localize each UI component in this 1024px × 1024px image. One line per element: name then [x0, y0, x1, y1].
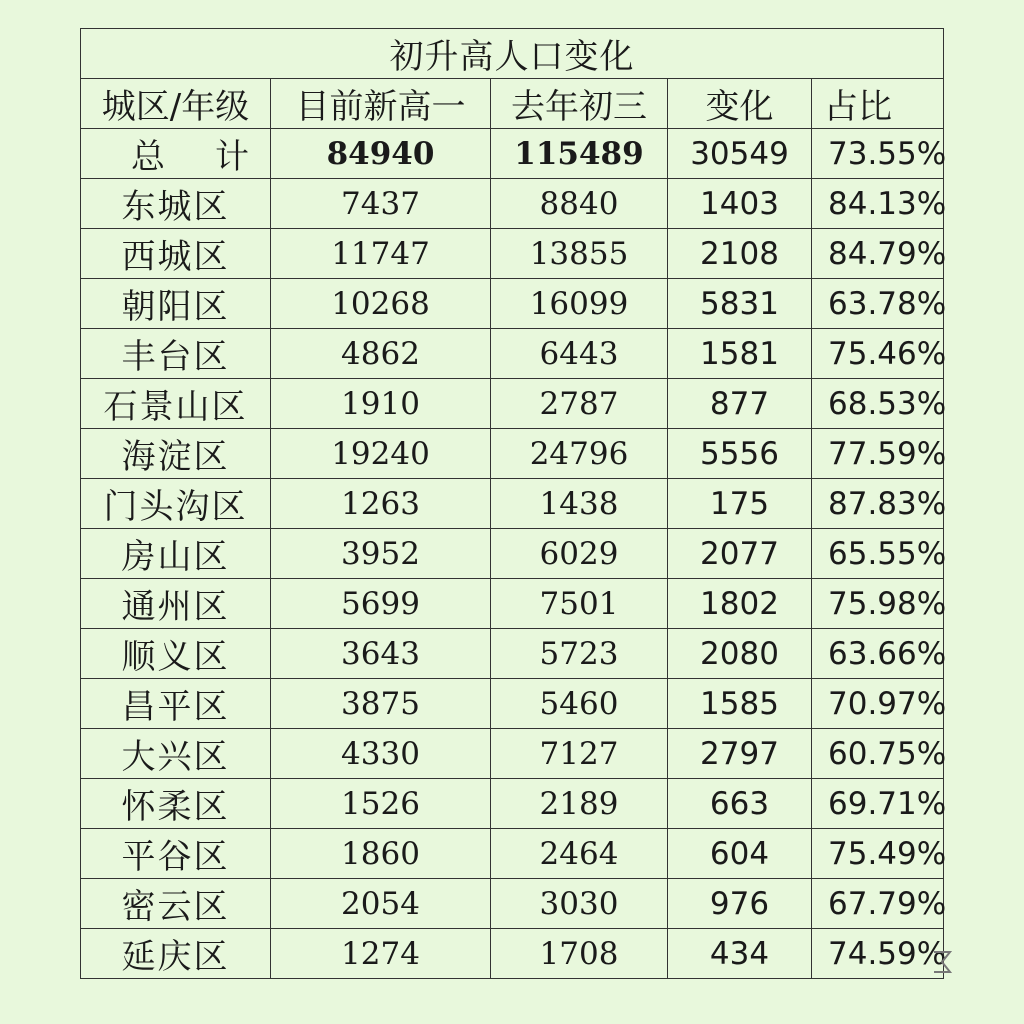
district-cell: 石景山区	[81, 379, 271, 429]
last-year-cell: 2464	[491, 829, 668, 879]
change-cell: 604	[668, 829, 812, 879]
last-year-cell: 5460	[491, 679, 668, 729]
table-title: 初升高人口变化	[81, 29, 944, 79]
population-table-container	[80, 28, 947, 979]
current-cell: 3643	[271, 629, 491, 679]
header-change: 变化	[668, 79, 812, 129]
change-cell: 1585	[668, 679, 812, 729]
last-year-cell: 7501	[491, 579, 668, 629]
table-row	[81, 879, 944, 929]
population-table	[80, 28, 947, 979]
total-last-year: 115489	[491, 129, 668, 179]
change-cell: 5831	[668, 279, 812, 329]
change-cell: 1581	[668, 329, 812, 379]
table-row	[81, 729, 944, 779]
district-cell: 东城区	[81, 179, 271, 229]
district-cell: 房山区	[81, 529, 271, 579]
header-district: 城区/年级	[81, 79, 271, 129]
header-ratio: 占比	[812, 79, 944, 129]
ratio-cell: 68.53%	[812, 379, 944, 429]
header-last-year: 去年初三	[491, 79, 668, 129]
table-row	[81, 829, 944, 879]
table-row	[81, 429, 944, 479]
current-cell: 3875	[271, 679, 491, 729]
current-cell: 7437	[271, 179, 491, 229]
current-cell: 11747	[271, 229, 491, 279]
header-row	[81, 79, 944, 129]
ratio-cell: 63.66%	[812, 629, 944, 679]
table-row	[81, 479, 944, 529]
ratio-cell: 84.13%	[812, 179, 944, 229]
change-cell: 2077	[668, 529, 812, 579]
table-row	[81, 679, 944, 729]
total-current: 84940	[271, 129, 491, 179]
ratio-cell: 75.98%	[812, 579, 944, 629]
table-row	[81, 379, 944, 429]
change-cell: 877	[668, 379, 812, 429]
table-row	[81, 629, 944, 679]
last-year-cell: 5723	[491, 629, 668, 679]
change-cell: 434	[668, 929, 812, 979]
ratio-cell: 74.59%	[812, 929, 944, 979]
change-cell: 1403	[668, 179, 812, 229]
current-cell: 1910	[271, 379, 491, 429]
ratio-cell: 69.71%	[812, 779, 944, 829]
table-row	[81, 529, 944, 579]
table-row	[81, 279, 944, 329]
ratio-cell: 75.49%	[812, 829, 944, 879]
ratio-cell: 63.78%	[812, 279, 944, 329]
table-row	[81, 229, 944, 279]
change-cell: 976	[668, 879, 812, 929]
change-cell: 175	[668, 479, 812, 529]
table-row	[81, 929, 944, 979]
district-cell: 海淀区	[81, 429, 271, 479]
current-cell: 4862	[271, 329, 491, 379]
current-cell: 1526	[271, 779, 491, 829]
last-year-cell: 8840	[491, 179, 668, 229]
last-year-cell: 2787	[491, 379, 668, 429]
change-cell: 2080	[668, 629, 812, 679]
current-cell: 3952	[271, 529, 491, 579]
last-year-cell: 6029	[491, 529, 668, 579]
table-row	[81, 579, 944, 629]
district-cell: 通州区	[81, 579, 271, 629]
change-cell: 2797	[668, 729, 812, 779]
ratio-cell: 60.75%	[812, 729, 944, 779]
current-cell: 10268	[271, 279, 491, 329]
header-current: 目前新高一	[271, 79, 491, 129]
last-year-cell: 2189	[491, 779, 668, 829]
ratio-cell: 67.79%	[812, 879, 944, 929]
current-cell: 1274	[271, 929, 491, 979]
ratio-cell: 77.59%	[812, 429, 944, 479]
ratio-cell: 84.79%	[812, 229, 944, 279]
district-cell: 朝阳区	[81, 279, 271, 329]
last-year-cell: 6443	[491, 329, 668, 379]
last-year-cell: 1708	[491, 929, 668, 979]
table-row	[81, 329, 944, 379]
change-cell: 663	[668, 779, 812, 829]
last-year-cell: 13855	[491, 229, 668, 279]
ratio-cell: 65.55%	[812, 529, 944, 579]
current-cell: 4330	[271, 729, 491, 779]
last-year-cell: 16099	[491, 279, 668, 329]
district-cell: 密云区	[81, 879, 271, 929]
district-cell: 延庆区	[81, 929, 271, 979]
total-label: 总计	[81, 129, 271, 179]
district-cell: 大兴区	[81, 729, 271, 779]
district-cell: 顺义区	[81, 629, 271, 679]
current-cell: 2054	[271, 879, 491, 929]
district-cell: 昌平区	[81, 679, 271, 729]
last-year-cell: 3030	[491, 879, 668, 929]
current-cell: 19240	[271, 429, 491, 479]
district-cell: 怀柔区	[81, 779, 271, 829]
change-cell: 1802	[668, 579, 812, 629]
current-cell: 5699	[271, 579, 491, 629]
corner-mark-icon	[930, 948, 954, 976]
change-cell: 2108	[668, 229, 812, 279]
change-cell: 5556	[668, 429, 812, 479]
district-cell: 门头沟区	[81, 479, 271, 529]
ratio-cell: 70.97%	[812, 679, 944, 729]
total-row	[81, 129, 944, 179]
ratio-cell: 75.46%	[812, 329, 944, 379]
district-cell: 丰台区	[81, 329, 271, 379]
table-row	[81, 779, 944, 829]
current-cell: 1263	[271, 479, 491, 529]
district-cell: 西城区	[81, 229, 271, 279]
total-change: 30549	[668, 129, 812, 179]
table-row	[81, 179, 944, 229]
last-year-cell: 24796	[491, 429, 668, 479]
district-cell: 平谷区	[81, 829, 271, 879]
last-year-cell: 7127	[491, 729, 668, 779]
ratio-cell: 87.83%	[812, 479, 944, 529]
last-year-cell: 1438	[491, 479, 668, 529]
current-cell: 1860	[271, 829, 491, 879]
total-ratio: 73.55%	[812, 129, 944, 179]
